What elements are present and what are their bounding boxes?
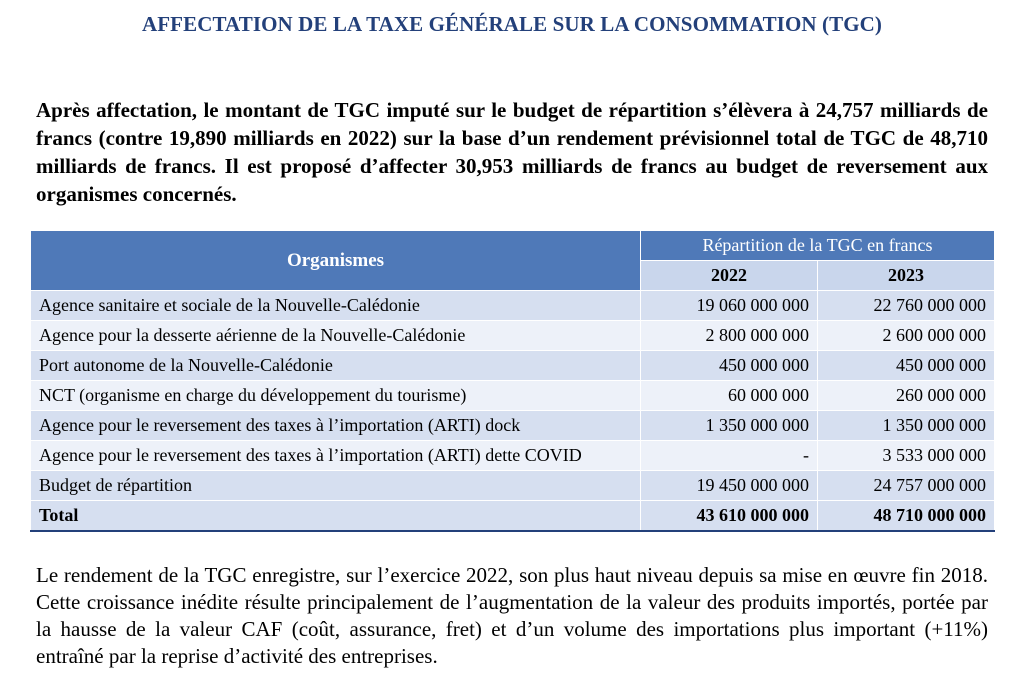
total-value-2022: 43 610 000 000: [641, 501, 818, 532]
table-row: [31, 321, 995, 351]
table-row: [31, 381, 995, 411]
row-value-2023: 24 757 000 000: [818, 471, 995, 501]
row-organisme: Agence pour le reversement des taxes à l’importation (ARTI) dette COVID: [31, 441, 641, 471]
table-row: [31, 441, 995, 471]
intro-paragraph: Après affectation, le montant de TGC imputé sur le budget de répartition s’élèvera à 24,757 milliards de francs (contre 19,890 milliards en 2022) sur la base d’un rendement prévisionnel total de TGC de 48,710 milliards de francs. Il est proposé d’affecter 30,953 milliards de francs au budget de reversement aux organismes concernés.: [36, 98, 988, 206]
row-value-2023: 22 760 000 000: [818, 291, 995, 321]
row-value-2022: 19 060 000 000: [641, 291, 818, 321]
header-organismes: Organismes: [31, 231, 641, 291]
document-title: AFFECTATION DE LA TAXE GÉNÉRALE SUR LA CONSOMMATION (TGC): [141, 12, 882, 36]
tgc-allocation-table: [30, 230, 995, 532]
header-year-2023: 2023: [818, 261, 995, 291]
row-value-2022: 60 000 000: [641, 381, 818, 411]
row-value-2023: 1 350 000 000: [818, 411, 995, 441]
total-value-2023: 48 710 000 000: [818, 501, 995, 532]
table-row: [31, 351, 995, 381]
header-repartition: Répartition de la TGC en francs: [641, 231, 995, 261]
row-value-2022: 19 450 000 000: [641, 471, 818, 501]
row-organisme: Agence pour le reversement des taxes à l’importation (ARTI) dock: [31, 411, 641, 441]
total-label: Total: [31, 501, 641, 532]
row-value-2022: -: [641, 441, 818, 471]
row-value-2023: 450 000 000: [818, 351, 995, 381]
table-row: [31, 471, 995, 501]
row-value-2023: 2 600 000 000: [818, 321, 995, 351]
row-value-2023: 260 000 000: [818, 381, 995, 411]
row-organisme: NCT (organisme en charge du développement du tourisme): [31, 381, 641, 411]
row-value-2022: 2 800 000 000: [641, 321, 818, 351]
header-year-2022: 2022: [641, 261, 818, 291]
row-value-2023: 3 533 000 000: [818, 441, 995, 471]
row-organisme: Port autonome de la Nouvelle-Calédonie: [31, 351, 641, 381]
table-total-row: [31, 501, 995, 532]
table-row: [31, 291, 995, 321]
row-organisme: Agence pour la desserte aérienne de la Nouvelle-Calédonie: [31, 321, 641, 351]
row-value-2022: 1 350 000 000: [641, 411, 818, 441]
row-value-2022: 450 000 000: [641, 351, 818, 381]
table-row: [31, 411, 995, 441]
closing-paragraph: Le rendement de la TGC enregistre, sur l’exercice 2022, son plus haut niveau depuis sa mise en œuvre fin 2018. Cette croissance inédite résulte principalement de l’augmentation de la valeur des produits importés, portée par la hausse de la valeur CAF (coût, assurance, fret) et d’un volume des importations plus important (+11%) entraîné par la reprise d’activité des entreprises.: [36, 563, 988, 668]
row-organisme: Agence sanitaire et sociale de la Nouvelle-Calédonie: [31, 291, 641, 321]
row-organisme: Budget de répartition: [31, 471, 641, 501]
